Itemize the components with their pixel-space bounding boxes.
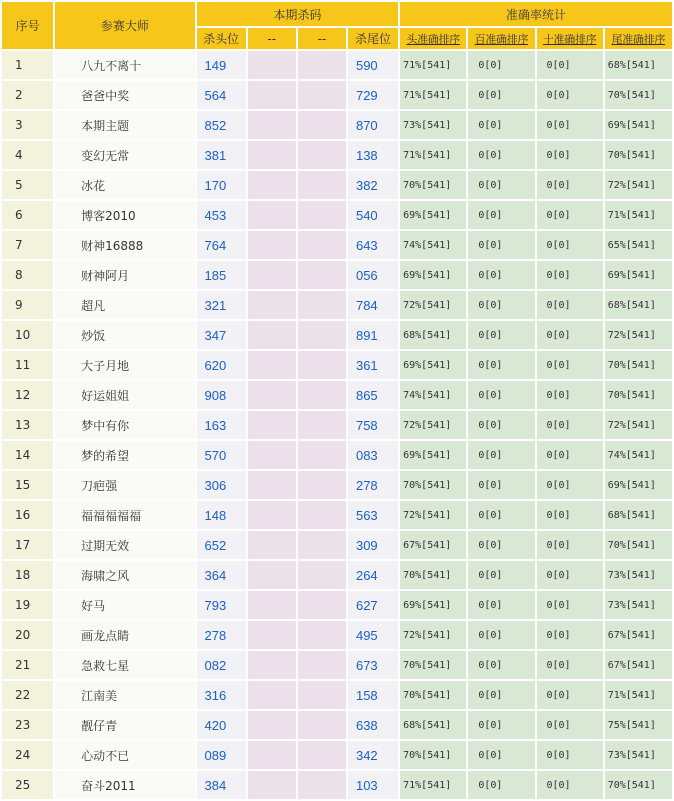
hundred-accuracy: 0[0] bbox=[468, 381, 534, 409]
tail-accuracy: 65%[541] bbox=[605, 231, 672, 259]
row-index: 5 bbox=[2, 171, 53, 199]
head-accuracy: 70%[541] bbox=[400, 741, 466, 769]
kill-head-value: 278 bbox=[197, 621, 246, 649]
head-accuracy: 72%[541] bbox=[400, 291, 466, 319]
ten-accuracy: 0[0] bbox=[537, 441, 603, 469]
blank-cell bbox=[248, 441, 296, 469]
blank-cell bbox=[298, 201, 346, 229]
header-accuracy-group: 准确率统计 bbox=[400, 2, 672, 26]
table-row bbox=[2, 771, 672, 799]
hundred-accuracy: 0[0] bbox=[468, 531, 534, 559]
ten-accuracy: 0[0] bbox=[537, 111, 603, 139]
row-index: 6 bbox=[2, 201, 53, 229]
master-name: 画龙点睛 bbox=[55, 621, 194, 649]
hundred-accuracy: 0[0] bbox=[468, 81, 534, 109]
hundred-accuracy: 0[0] bbox=[468, 351, 534, 379]
blank-cell bbox=[248, 621, 296, 649]
head-accuracy: 69%[541] bbox=[400, 261, 466, 289]
head-accuracy: 70%[541] bbox=[400, 561, 466, 589]
kill-tail-value: 342 bbox=[348, 741, 398, 769]
tail-accuracy: 68%[541] bbox=[605, 501, 672, 529]
ten-accuracy: 0[0] bbox=[537, 411, 603, 439]
row-index: 25 bbox=[2, 771, 53, 799]
tail-accuracy: 70%[541] bbox=[605, 351, 672, 379]
master-name: 梦的希望 bbox=[55, 441, 194, 469]
table-row bbox=[2, 561, 672, 589]
table-row bbox=[2, 111, 672, 139]
hundred-accuracy: 0[0] bbox=[468, 261, 534, 289]
hundred-accuracy: 0[0] bbox=[468, 291, 534, 319]
blank-cell bbox=[298, 321, 346, 349]
kill-head-value: 852 bbox=[197, 111, 246, 139]
tail-accuracy: 68%[541] bbox=[605, 51, 672, 79]
table-row bbox=[2, 291, 672, 319]
ten-accuracy: 0[0] bbox=[537, 171, 603, 199]
tail-accuracy: 67%[541] bbox=[605, 651, 672, 679]
blank-cell bbox=[248, 381, 296, 409]
table-row bbox=[2, 591, 672, 619]
hundred-accuracy: 0[0] bbox=[468, 591, 534, 619]
master-name: 江南美 bbox=[55, 681, 194, 709]
kill-head-value: 620 bbox=[197, 351, 246, 379]
kill-head-value: 908 bbox=[197, 381, 246, 409]
header-index: 序号 bbox=[2, 2, 53, 49]
head-accuracy: 71%[541] bbox=[400, 81, 466, 109]
tail-accuracy: 67%[541] bbox=[605, 621, 672, 649]
blank-cell bbox=[248, 81, 296, 109]
row-index: 9 bbox=[2, 291, 53, 319]
blank-cell bbox=[298, 231, 346, 259]
row-index: 15 bbox=[2, 471, 53, 499]
table-row bbox=[2, 651, 672, 679]
head-accuracy: 72%[541] bbox=[400, 501, 466, 529]
kill-tail-value: 673 bbox=[348, 651, 398, 679]
tail-accuracy: 69%[541] bbox=[605, 471, 672, 499]
head-accuracy: 69%[541] bbox=[400, 201, 466, 229]
table-row bbox=[2, 411, 672, 439]
blank-cell bbox=[298, 711, 346, 739]
table-row bbox=[2, 231, 672, 259]
table-row bbox=[2, 201, 672, 229]
kill-head-value: 420 bbox=[197, 711, 246, 739]
header-master: 参赛大师 bbox=[55, 2, 194, 49]
kill-tail-value: 563 bbox=[348, 501, 398, 529]
row-index: 23 bbox=[2, 711, 53, 739]
kill-head-value: 364 bbox=[197, 561, 246, 589]
blank-cell bbox=[298, 531, 346, 559]
master-name: 冰花 bbox=[55, 171, 194, 199]
blank-cell bbox=[298, 381, 346, 409]
ten-accuracy: 0[0] bbox=[537, 771, 603, 799]
row-index: 16 bbox=[2, 501, 53, 529]
ten-accuracy: 0[0] bbox=[537, 651, 603, 679]
sort-head-accuracy-link[interactable]: 头准确排序 bbox=[400, 28, 466, 49]
blank-cell bbox=[248, 711, 296, 739]
kill-tail-value: 309 bbox=[348, 531, 398, 559]
ten-accuracy: 0[0] bbox=[537, 261, 603, 289]
kill-tail-value: 158 bbox=[348, 681, 398, 709]
tail-accuracy: 70%[541] bbox=[605, 81, 672, 109]
row-index: 22 bbox=[2, 681, 53, 709]
tail-accuracy: 74%[541] bbox=[605, 441, 672, 469]
kill-tail-value: 382 bbox=[348, 171, 398, 199]
master-name: 靓仔青 bbox=[55, 711, 194, 739]
table-row bbox=[2, 531, 672, 559]
blank-cell bbox=[298, 771, 346, 799]
hundred-accuracy: 0[0] bbox=[468, 441, 534, 469]
hundred-accuracy: 0[0] bbox=[468, 51, 534, 79]
blank-cell bbox=[298, 51, 346, 79]
row-index: 13 bbox=[2, 411, 53, 439]
tail-accuracy: 73%[541] bbox=[605, 591, 672, 619]
row-index: 21 bbox=[2, 651, 53, 679]
sort-hundred-accuracy-link[interactable]: 百准确排序 bbox=[468, 28, 534, 49]
master-name: 财神阿月 bbox=[55, 261, 194, 289]
kill-tail-value: 627 bbox=[348, 591, 398, 619]
head-accuracy: 71%[541] bbox=[400, 771, 466, 799]
hundred-accuracy: 0[0] bbox=[468, 771, 534, 799]
blank-cell bbox=[248, 201, 296, 229]
kill-tail-value: 278 bbox=[348, 471, 398, 499]
blank-cell bbox=[248, 171, 296, 199]
table-row bbox=[2, 51, 672, 79]
kill-tail-value: 361 bbox=[348, 351, 398, 379]
blank-cell bbox=[248, 531, 296, 559]
kill-head-value: 453 bbox=[197, 201, 246, 229]
tail-accuracy: 70%[541] bbox=[605, 141, 672, 169]
blank-cell bbox=[248, 741, 296, 769]
tail-accuracy: 69%[541] bbox=[605, 261, 672, 289]
kill-tail-value: 638 bbox=[348, 711, 398, 739]
row-index: 10 bbox=[2, 321, 53, 349]
ten-accuracy: 0[0] bbox=[537, 591, 603, 619]
hundred-accuracy: 0[0] bbox=[468, 711, 534, 739]
ten-accuracy: 0[0] bbox=[537, 501, 603, 529]
kill-tail-value: 784 bbox=[348, 291, 398, 319]
head-accuracy: 71%[541] bbox=[400, 141, 466, 169]
blank-cell bbox=[298, 411, 346, 439]
row-index: 11 bbox=[2, 351, 53, 379]
kill-tail-value: 643 bbox=[348, 231, 398, 259]
ten-accuracy: 0[0] bbox=[537, 321, 603, 349]
blank-cell bbox=[298, 621, 346, 649]
table-row bbox=[2, 621, 672, 649]
kill-tail-value: 540 bbox=[348, 201, 398, 229]
kill-head-value: 384 bbox=[197, 771, 246, 799]
hundred-accuracy: 0[0] bbox=[468, 621, 534, 649]
head-accuracy: 67%[541] bbox=[400, 531, 466, 559]
blank-cell bbox=[298, 591, 346, 619]
row-index: 3 bbox=[2, 111, 53, 139]
kill-head-value: 170 bbox=[197, 171, 246, 199]
master-name: 福福福福福 bbox=[55, 501, 194, 529]
kill-tail-value: 103 bbox=[348, 771, 398, 799]
master-name: 博客2010 bbox=[55, 201, 194, 229]
master-name: 心动不已 bbox=[55, 741, 194, 769]
blank-cell bbox=[298, 141, 346, 169]
blank-cell bbox=[298, 471, 346, 499]
tail-accuracy: 73%[541] bbox=[605, 741, 672, 769]
sort-ten-accuracy-link[interactable]: 十准确排序 bbox=[537, 28, 603, 49]
head-accuracy: 71%[541] bbox=[400, 51, 466, 79]
kill-tail-value: 138 bbox=[348, 141, 398, 169]
row-index: 12 bbox=[2, 381, 53, 409]
row-index: 4 bbox=[2, 141, 53, 169]
kill-head-value: 185 bbox=[197, 261, 246, 289]
blank-cell bbox=[298, 351, 346, 379]
master-name: 过期无效 bbox=[55, 531, 194, 559]
table-row bbox=[2, 81, 672, 109]
tail-accuracy: 72%[541] bbox=[605, 171, 672, 199]
kill-head-value: 149 bbox=[197, 51, 246, 79]
ten-accuracy: 0[0] bbox=[537, 51, 603, 79]
blank-cell bbox=[298, 171, 346, 199]
blank-cell bbox=[248, 291, 296, 319]
blank-cell bbox=[248, 681, 296, 709]
ten-accuracy: 0[0] bbox=[537, 291, 603, 319]
kill-head-value: 570 bbox=[197, 441, 246, 469]
tail-accuracy: 73%[541] bbox=[605, 561, 672, 589]
hundred-accuracy: 0[0] bbox=[468, 171, 534, 199]
head-accuracy: 69%[541] bbox=[400, 591, 466, 619]
master-name: 变幻无常 bbox=[55, 141, 194, 169]
hundred-accuracy: 0[0] bbox=[468, 681, 534, 709]
kill-head-value: 321 bbox=[197, 291, 246, 319]
table-header bbox=[2, 2, 672, 49]
kill-head-value: 148 bbox=[197, 501, 246, 529]
table-row bbox=[2, 171, 672, 199]
row-index: 17 bbox=[2, 531, 53, 559]
ten-accuracy: 0[0] bbox=[537, 621, 603, 649]
row-index: 19 bbox=[2, 591, 53, 619]
row-index: 24 bbox=[2, 741, 53, 769]
blank-cell bbox=[298, 111, 346, 139]
table-row bbox=[2, 441, 672, 469]
master-name: 好运姐姐 bbox=[55, 381, 194, 409]
ten-accuracy: 0[0] bbox=[537, 381, 603, 409]
blank-cell bbox=[248, 231, 296, 259]
table-row bbox=[2, 501, 672, 529]
head-accuracy: 70%[541] bbox=[400, 651, 466, 679]
ten-accuracy: 0[0] bbox=[537, 471, 603, 499]
master-name: 好马 bbox=[55, 591, 194, 619]
tail-accuracy: 72%[541] bbox=[605, 411, 672, 439]
table-row bbox=[2, 261, 672, 289]
table-row bbox=[2, 471, 672, 499]
header-dash-2: -- bbox=[298, 28, 346, 49]
blank-cell bbox=[248, 591, 296, 619]
hundred-accuracy: 0[0] bbox=[468, 321, 534, 349]
head-accuracy: 72%[541] bbox=[400, 621, 466, 649]
master-name: 梦中有你 bbox=[55, 411, 194, 439]
tail-accuracy: 70%[541] bbox=[605, 771, 672, 799]
blank-cell bbox=[298, 681, 346, 709]
ten-accuracy: 0[0] bbox=[537, 201, 603, 229]
row-index: 18 bbox=[2, 561, 53, 589]
kill-tail-value: 758 bbox=[348, 411, 398, 439]
blank-cell bbox=[248, 771, 296, 799]
master-name: 急救七星 bbox=[55, 651, 194, 679]
tail-accuracy: 69%[541] bbox=[605, 111, 672, 139]
hundred-accuracy: 0[0] bbox=[468, 501, 534, 529]
sort-tail-accuracy-link[interactable]: 尾准确排序 bbox=[605, 28, 672, 49]
tail-accuracy: 68%[541] bbox=[605, 291, 672, 319]
row-index: 2 bbox=[2, 81, 53, 109]
blank-cell bbox=[298, 741, 346, 769]
hundred-accuracy: 0[0] bbox=[468, 741, 534, 769]
master-name: 财神16888 bbox=[55, 231, 194, 259]
row-index: 1 bbox=[2, 51, 53, 79]
kill-head-value: 347 bbox=[197, 321, 246, 349]
hundred-accuracy: 0[0] bbox=[468, 231, 534, 259]
row-index: 20 bbox=[2, 621, 53, 649]
blank-cell bbox=[248, 111, 296, 139]
blank-cell bbox=[298, 501, 346, 529]
hundred-accuracy: 0[0] bbox=[468, 141, 534, 169]
kill-head-value: 764 bbox=[197, 231, 246, 259]
blank-cell bbox=[248, 411, 296, 439]
master-name: 海啸之风 bbox=[55, 561, 194, 589]
kill-head-value: 089 bbox=[197, 741, 246, 769]
table-body bbox=[2, 51, 672, 799]
header-kill-group: 本期杀码 bbox=[197, 2, 399, 26]
kill-tail-value: 056 bbox=[348, 261, 398, 289]
head-accuracy: 72%[541] bbox=[400, 411, 466, 439]
hundred-accuracy: 0[0] bbox=[468, 201, 534, 229]
ten-accuracy: 0[0] bbox=[537, 531, 603, 559]
head-accuracy: 70%[541] bbox=[400, 681, 466, 709]
table-row bbox=[2, 681, 672, 709]
kill-tail-value: 083 bbox=[348, 441, 398, 469]
header-kill-head: 杀头位 bbox=[197, 28, 246, 49]
kill-tail-value: 590 bbox=[348, 51, 398, 79]
blank-cell bbox=[298, 291, 346, 319]
header-row-top bbox=[2, 2, 672, 26]
table-row bbox=[2, 321, 672, 349]
blank-cell bbox=[248, 471, 296, 499]
hundred-accuracy: 0[0] bbox=[468, 471, 534, 499]
master-name: 炒饭 bbox=[55, 321, 194, 349]
tail-accuracy: 70%[541] bbox=[605, 381, 672, 409]
hundred-accuracy: 0[0] bbox=[468, 411, 534, 439]
tail-accuracy: 70%[541] bbox=[605, 531, 672, 559]
kill-head-value: 306 bbox=[197, 471, 246, 499]
head-accuracy: 73%[541] bbox=[400, 111, 466, 139]
kill-tail-value: 870 bbox=[348, 111, 398, 139]
blank-cell bbox=[248, 261, 296, 289]
blank-cell bbox=[248, 351, 296, 379]
blank-cell bbox=[248, 561, 296, 589]
blank-cell bbox=[298, 81, 346, 109]
kill-head-value: 793 bbox=[197, 591, 246, 619]
ten-accuracy: 0[0] bbox=[537, 711, 603, 739]
head-accuracy: 74%[541] bbox=[400, 381, 466, 409]
ten-accuracy: 0[0] bbox=[537, 141, 603, 169]
master-name: 大子月地 bbox=[55, 351, 194, 379]
ten-accuracy: 0[0] bbox=[537, 231, 603, 259]
row-index: 7 bbox=[2, 231, 53, 259]
head-accuracy: 69%[541] bbox=[400, 441, 466, 469]
hundred-accuracy: 0[0] bbox=[468, 561, 534, 589]
tail-accuracy: 75%[541] bbox=[605, 711, 672, 739]
master-name: 刀疤强 bbox=[55, 471, 194, 499]
head-accuracy: 74%[541] bbox=[400, 231, 466, 259]
kill-head-value: 163 bbox=[197, 411, 246, 439]
master-name: 超凡 bbox=[55, 291, 194, 319]
master-name: 本期主题 bbox=[55, 111, 194, 139]
table-row bbox=[2, 381, 672, 409]
ten-accuracy: 0[0] bbox=[537, 741, 603, 769]
hundred-accuracy: 0[0] bbox=[468, 651, 534, 679]
kill-tail-value: 264 bbox=[348, 561, 398, 589]
table-row bbox=[2, 711, 672, 739]
ten-accuracy: 0[0] bbox=[537, 81, 603, 109]
blank-cell bbox=[248, 651, 296, 679]
kill-tail-value: 865 bbox=[348, 381, 398, 409]
tail-accuracy: 71%[541] bbox=[605, 201, 672, 229]
table-row bbox=[2, 741, 672, 769]
tail-accuracy: 71%[541] bbox=[605, 681, 672, 709]
ten-accuracy: 0[0] bbox=[537, 681, 603, 709]
kill-head-value: 381 bbox=[197, 141, 246, 169]
ten-accuracy: 0[0] bbox=[537, 561, 603, 589]
kill-head-value: 316 bbox=[197, 681, 246, 709]
blank-cell bbox=[298, 561, 346, 589]
hundred-accuracy: 0[0] bbox=[468, 111, 534, 139]
blank-cell bbox=[298, 261, 346, 289]
blank-cell bbox=[298, 441, 346, 469]
kill-tail-value: 495 bbox=[348, 621, 398, 649]
header-kill-tail: 杀尾位 bbox=[348, 28, 398, 49]
blank-cell bbox=[248, 51, 296, 79]
row-index: 14 bbox=[2, 441, 53, 469]
head-accuracy: 70%[541] bbox=[400, 471, 466, 499]
master-name: 八九不离十 bbox=[55, 51, 194, 79]
kill-head-value: 082 bbox=[197, 651, 246, 679]
table-row bbox=[2, 141, 672, 169]
kill-tail-value: 891 bbox=[348, 321, 398, 349]
row-index: 8 bbox=[2, 261, 53, 289]
table-row bbox=[2, 351, 672, 379]
head-accuracy: 70%[541] bbox=[400, 171, 466, 199]
header-dash-1: -- bbox=[248, 28, 296, 49]
head-accuracy: 68%[541] bbox=[400, 711, 466, 739]
tail-accuracy: 72%[541] bbox=[605, 321, 672, 349]
ten-accuracy: 0[0] bbox=[537, 351, 603, 379]
master-name: 奋斗2011 bbox=[55, 771, 194, 799]
kill-head-value: 564 bbox=[197, 81, 246, 109]
blank-cell bbox=[248, 501, 296, 529]
head-accuracy: 68%[541] bbox=[400, 321, 466, 349]
head-accuracy: 69%[541] bbox=[400, 351, 466, 379]
blank-cell bbox=[248, 321, 296, 349]
kill-tail-value: 729 bbox=[348, 81, 398, 109]
blank-cell bbox=[298, 651, 346, 679]
kill-head-value: 652 bbox=[197, 531, 246, 559]
master-name: 爸爸中奖 bbox=[55, 81, 194, 109]
blank-cell bbox=[248, 141, 296, 169]
